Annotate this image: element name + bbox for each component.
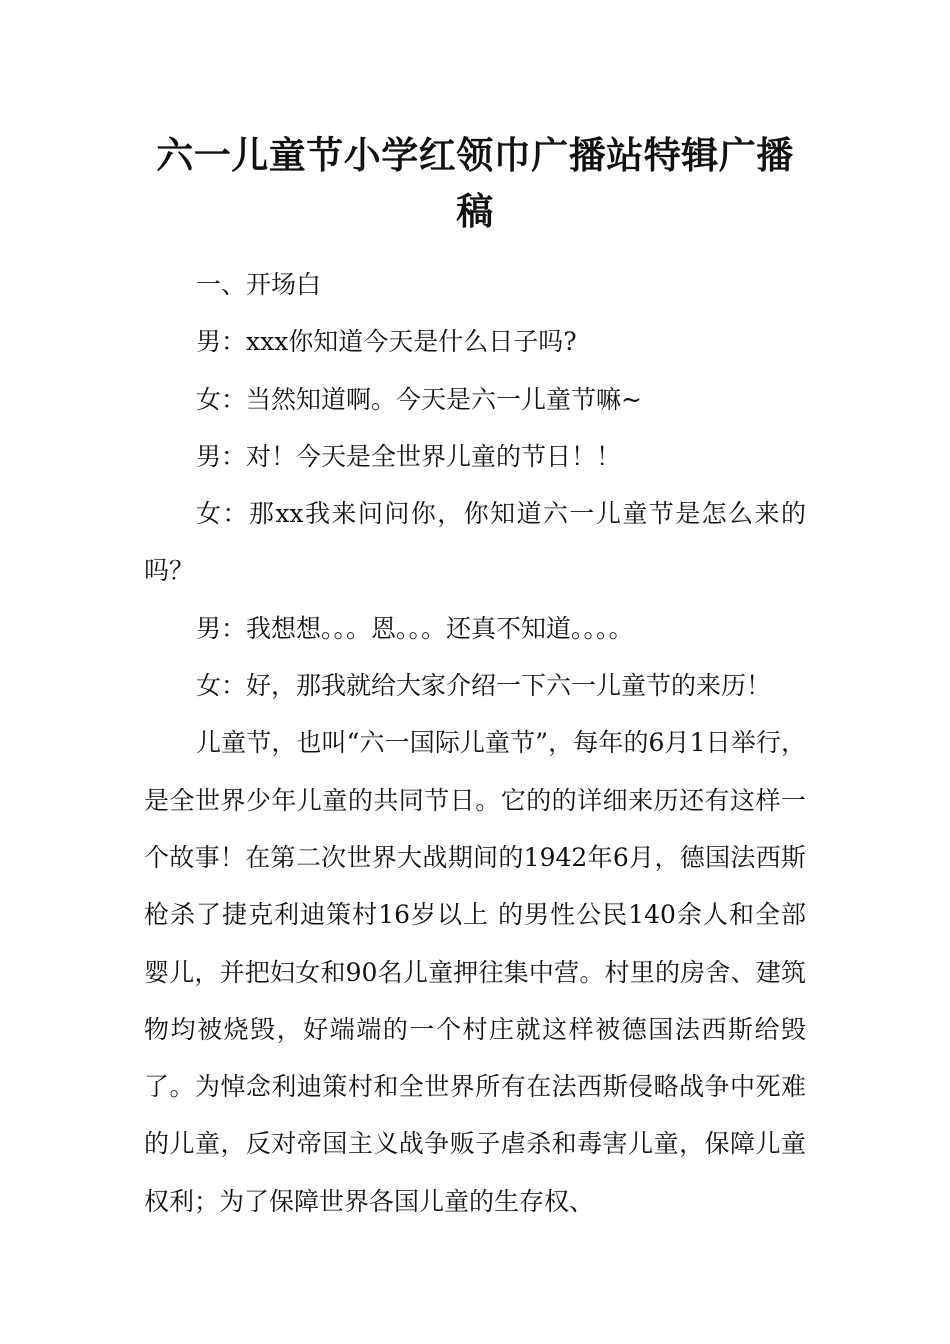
paragraph-dialogue: 女：当然知道啊。今天是六一儿童节嘛~ xyxy=(196,384,642,414)
paragraph-dialogue: 女：那xx我来问问你，你知道六一儿童节是怎么来的吗？ xyxy=(144,499,806,586)
paragraph-dialogue: 女：好，那我就给大家介绍一下六一儿童节的来历！ xyxy=(196,671,772,701)
paragraph-opening-heading: 一、开场白 xyxy=(196,270,322,299)
paragraph-history: 儿童节，也叫“六一国际儿童节”，每年的6月1日举行，是全世界少年儿童的共同节日。它的的详细来历还有这样一个故事！在第二次世界大战期间的1942年6月，德国法西斯枪杀了捷克利迪策村16岁以上 的男性公民140余人和全部婴儿，并把妇女和90名儿童押往集中营。村里的房舍、建筑物均被烧毁，好端端的一个村庄就这样被德国法西斯给毁了。为悼念利迪策村和全世界所有在法西斯侵略战争中死难的儿童，反对帝国主义战争贩子虐杀和毒害儿童，保障儿童权利；为了保障世界各国儿童的生存权、 xyxy=(144,728,806,1216)
document-body xyxy=(144,256,806,1230)
paragraph-dialogue: 男：对！今天是全世界儿童的节日！！ xyxy=(196,441,622,471)
paragraph-dialogue: 男：我想想。。。恩。。。还真不知道。。。。 xyxy=(196,613,634,643)
document-title: 六一儿童节小学红领巾广播站特辑广播稿 xyxy=(156,134,794,233)
paragraph-dialogue: 男：xxx你知道今天是什么日子吗? xyxy=(196,327,577,357)
